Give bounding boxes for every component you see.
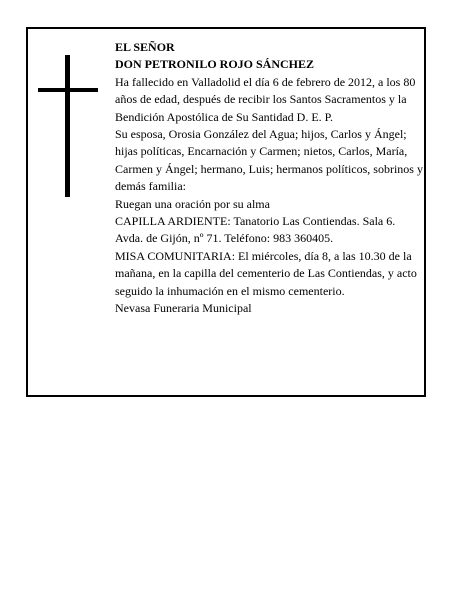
mass-info: MISA COMUNITARIA: El miércoles, día 8, a las 10.30 de la mañana, en la capilla del cementerio de Las Contiendas, y acto seguido la inhumación en el mismo cementerio. [115,248,417,298]
death-announcement: Ha fallecido en Valladolid el día 6 de febrero de 2012, a los 80 años de edad, después de recibir los Santos Sacramentos y la Bendición Apostólica de Su Santidad D. E. P. [115,74,416,124]
notice-text [115,39,423,318]
cross-vertical-bar [65,55,70,197]
chapel-info: CAPILLA ARDIENTE: Tanatorio Las Contiendas. Sala 6. Avda. de Gijón, nº 71. Teléfono: 983 360405. [115,214,396,246]
prayer-request: Ruegan una oración por su alma [115,196,270,211]
deceased-name: DON PETRONILO ROJO SÁNCHEZ [115,57,315,72]
heading-title: EL SEÑOR [115,40,175,54]
funeral-home: Nevasa Funeraria Municipal [115,301,252,316]
obituary-notice [26,27,426,397]
latin-cross-icon [38,55,98,197]
cross-horizontal-bar [38,88,98,92]
family-list: Su esposa, Orosia González del Agua; hijos, Carlos y Ángel; hijas políticas, Encarnación y Carmen; nietos, Carlos, María, Carmen y Ángel; hermano, Luis; hermanos políticos, sobrinos y demás familia: [115,127,423,194]
